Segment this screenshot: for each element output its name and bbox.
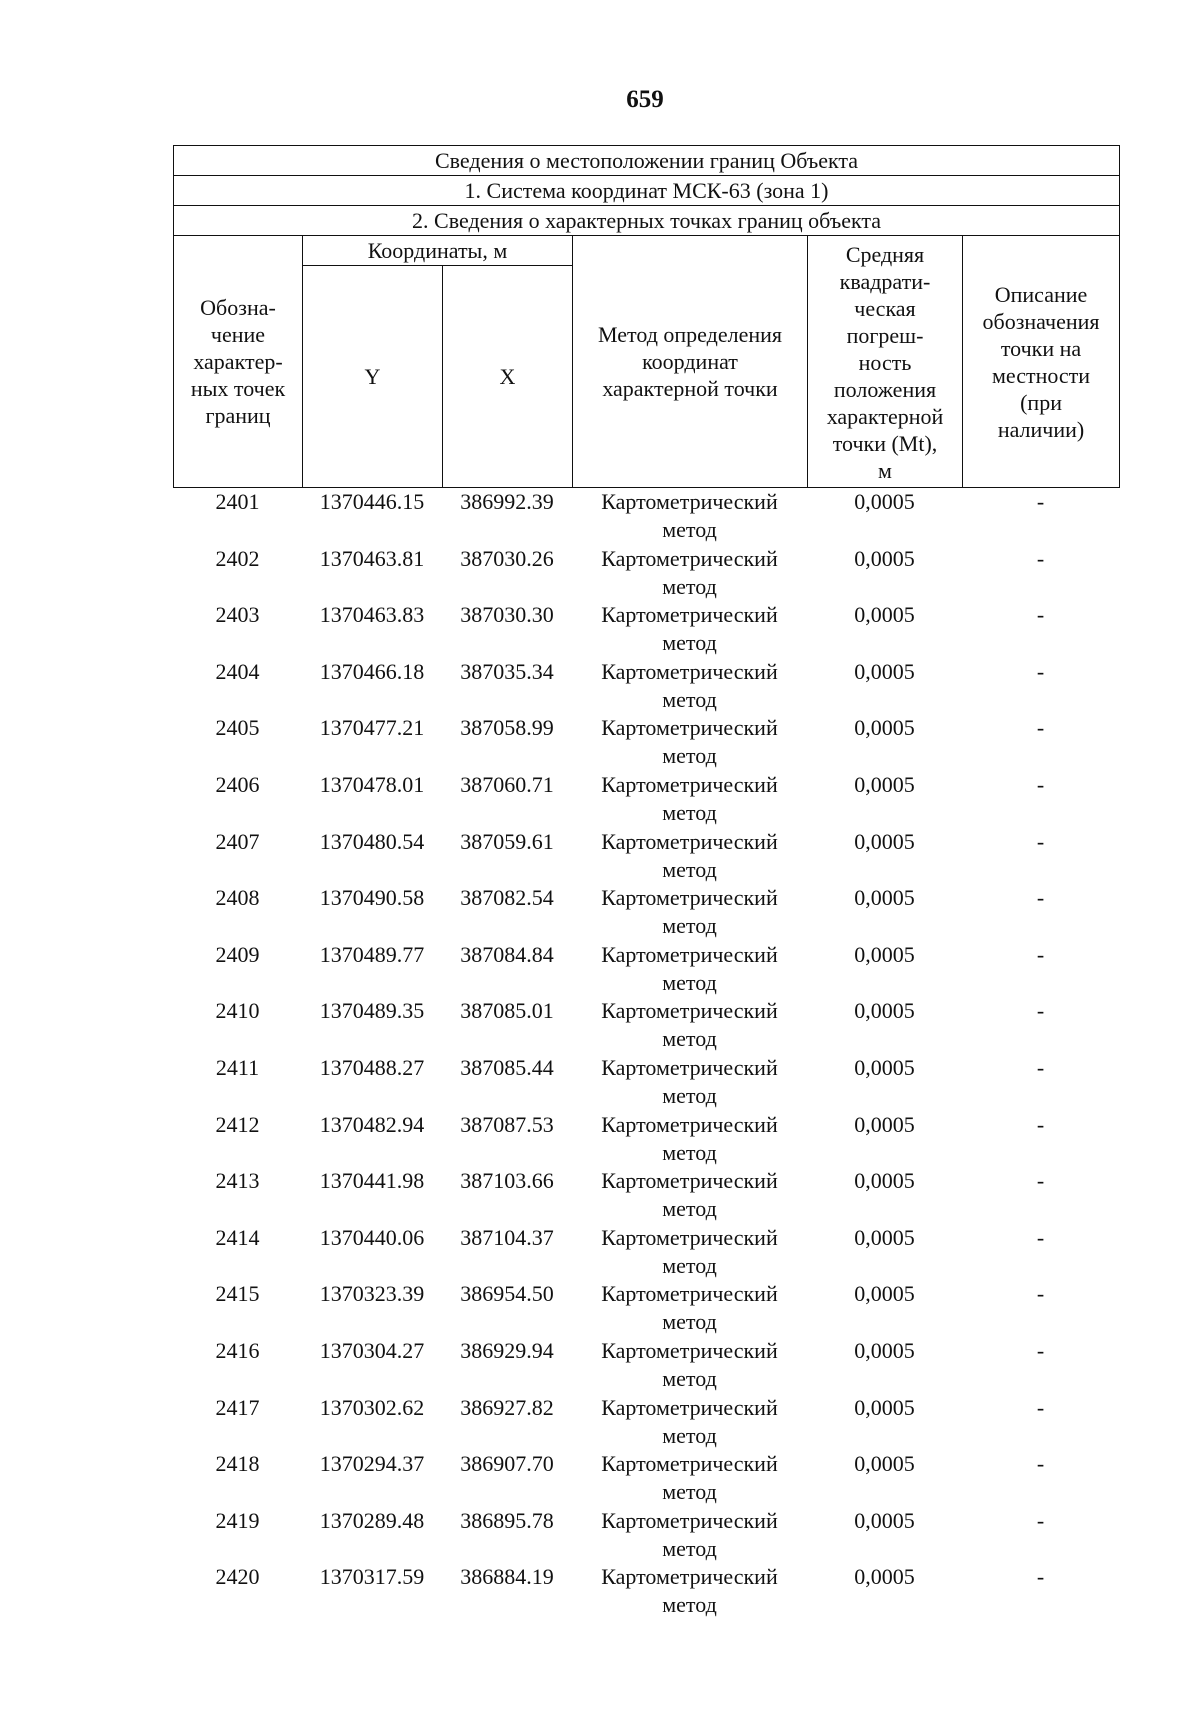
method-line: Картометрический [601, 489, 778, 514]
header-line: положения [833, 377, 937, 402]
mt-value: 0,0005 [854, 771, 915, 797]
point-id: 2401 [215, 489, 260, 514]
description: - [1036, 1281, 1045, 1307]
point-id: 2403 [215, 602, 260, 628]
mt-value: 0,0005 [854, 658, 915, 684]
header-line: точки на [1000, 335, 1082, 361]
method-line: метод [662, 743, 717, 769]
header-line: чение [210, 322, 266, 347]
method-cell [572, 1450, 807, 1507]
method-cell [572, 771, 807, 828]
header-line: обозначения [982, 308, 1100, 334]
coord-x: 387103.66 [460, 1168, 554, 1194]
method-line: Картометрический [601, 828, 778, 854]
description: - [1036, 771, 1045, 797]
method-cell [572, 884, 807, 941]
table-row [173, 1394, 1119, 1451]
method-cell [572, 1167, 807, 1224]
header-line: характер- [193, 349, 283, 374]
coord-x: 386954.50 [460, 1281, 554, 1307]
coord-x: 387087.53 [460, 1111, 554, 1137]
coord-y: 1370466.18 [319, 658, 425, 684]
point-id: 2404 [215, 658, 260, 684]
table-row [173, 1167, 1119, 1224]
coord-y: 1370302.62 [319, 1394, 425, 1420]
method-line: Картометрический [601, 545, 778, 571]
header-line: координат [642, 349, 738, 374]
mt-value: 0,0005 [854, 1054, 915, 1080]
description: - [1036, 828, 1045, 854]
header-line: характерной [826, 404, 944, 429]
header-line: ческая [854, 296, 916, 321]
coord-x: 387060.71 [460, 771, 554, 797]
description: - [1036, 489, 1045, 514]
point-id: 2416 [215, 1337, 260, 1363]
method-line: метод [662, 1422, 717, 1448]
point-id: 2407 [215, 828, 260, 854]
table-row [173, 1280, 1119, 1337]
mt-value: 0,0005 [854, 1111, 915, 1137]
description: - [1036, 602, 1045, 628]
method-line: метод [662, 1592, 717, 1618]
mt-value: 0,0005 [854, 1451, 915, 1477]
method-cell [572, 1111, 807, 1168]
method-line: Картометрический [601, 771, 778, 797]
table-row [173, 601, 1119, 658]
method-cell [572, 601, 807, 658]
mt-value: 0,0005 [854, 1507, 915, 1533]
method-cell [572, 658, 807, 715]
table-row [173, 714, 1119, 771]
mt-value: 0,0005 [854, 1281, 915, 1307]
header-line: погреш- [846, 323, 924, 348]
description: - [1036, 998, 1045, 1024]
method-line: метод [662, 856, 717, 882]
table-row [173, 1563, 1119, 1620]
point-id: 2406 [215, 771, 260, 797]
description: - [1036, 1168, 1045, 1194]
mt-value: 0,0005 [854, 998, 915, 1024]
method-line: метод [662, 1252, 717, 1278]
mt-value: 0,0005 [854, 885, 915, 911]
method-line: метод [662, 517, 717, 542]
coordinate-system-title: 1. Система координат МСК-63 (зона 1) [174, 176, 1120, 206]
header-line: ность [858, 350, 912, 375]
mt-value: 0,0005 [854, 1224, 915, 1250]
table-row [173, 1507, 1119, 1564]
coord-y: 1370317.59 [319, 1564, 425, 1590]
method-cell [572, 1507, 807, 1564]
description: - [1036, 1111, 1045, 1137]
method-cell [572, 941, 807, 998]
description: - [1036, 545, 1045, 571]
method-line: метод [662, 573, 717, 599]
col-header-x: X [443, 266, 573, 488]
method-line: метод [662, 1479, 717, 1505]
method-cell [572, 1054, 807, 1111]
coord-x: 386992.39 [460, 489, 554, 514]
coord-y: 1370463.83 [319, 602, 425, 628]
method-line: Картометрический [601, 941, 778, 967]
description: - [1036, 1337, 1045, 1363]
coord-y: 1370478.01 [319, 771, 425, 797]
method-line: метод [662, 799, 717, 825]
method-line: метод [662, 1082, 717, 1108]
point-id: 2418 [215, 1451, 260, 1477]
point-id: 2409 [215, 941, 260, 967]
method-line: Картометрический [601, 715, 778, 741]
coord-x: 387058.99 [460, 715, 554, 741]
header-line: Метод определения [597, 322, 783, 347]
coord-x: 387085.44 [460, 1054, 554, 1080]
point-id: 2419 [215, 1507, 260, 1533]
method-line: Картометрический [601, 1451, 778, 1477]
coord-x: 386927.82 [460, 1394, 554, 1420]
coord-y: 1370440.06 [319, 1224, 425, 1250]
coord-x: 387030.30 [460, 602, 554, 628]
header-line: характерной точки [602, 376, 778, 401]
mt-value: 0,0005 [854, 1168, 915, 1194]
point-id: 2408 [215, 885, 260, 911]
method-line: метод [662, 1196, 717, 1222]
method-line: метод [662, 969, 717, 995]
table-title: Сведения о местоположении границ Объекта [174, 146, 1120, 176]
table-body [173, 488, 1119, 1620]
coord-x: 386929.94 [460, 1337, 554, 1363]
method-cell [572, 828, 807, 885]
description: - [1036, 658, 1045, 684]
coord-x: 387035.34 [460, 658, 554, 684]
coord-y: 1370463.81 [319, 545, 425, 571]
table-row [173, 1054, 1119, 1111]
point-id: 2415 [215, 1281, 260, 1307]
method-line: Картометрический [601, 1394, 778, 1420]
method-cell [572, 1280, 807, 1337]
method-line: метод [662, 913, 717, 939]
table-row [173, 771, 1119, 828]
coord-x: 386884.19 [460, 1564, 554, 1590]
point-id: 2414 [215, 1224, 260, 1250]
header-line: местности [991, 362, 1091, 388]
table-row [173, 1224, 1119, 1281]
description: - [1036, 1224, 1045, 1250]
coord-y: 1370489.77 [319, 941, 425, 967]
table-row [173, 1111, 1119, 1168]
method-cell [572, 1337, 807, 1394]
mt-value: 0,0005 [854, 489, 915, 514]
header-line: наличии) [997, 416, 1085, 442]
coord-y: 1370490.58 [319, 885, 425, 911]
method-line: метод [662, 686, 717, 712]
method-line: Картометрический [601, 1224, 778, 1250]
point-id: 2413 [215, 1168, 260, 1194]
method-line: метод [662, 1535, 717, 1561]
mt-value: 0,0005 [854, 1337, 915, 1363]
point-id: 2411 [215, 1054, 260, 1080]
header-line: квадрати- [839, 269, 931, 294]
coord-y: 1370323.39 [319, 1281, 425, 1307]
description: - [1036, 885, 1045, 911]
header-line: Описание [994, 281, 1088, 307]
mt-value: 0,0005 [854, 1564, 915, 1590]
mt-value: 0,0005 [854, 545, 915, 571]
coord-y: 1370477.21 [319, 715, 425, 741]
method-line: Картометрический [601, 1507, 778, 1533]
table-row [173, 828, 1119, 885]
point-id: 2410 [215, 998, 260, 1024]
coord-y: 1370304.27 [319, 1337, 425, 1363]
table-row [173, 488, 1119, 545]
coord-x: 387059.61 [460, 828, 554, 854]
description: - [1036, 715, 1045, 741]
header-line: Средняя [845, 242, 925, 267]
header-line: точки (Mt), [832, 431, 938, 456]
mt-value: 0,0005 [854, 828, 915, 854]
description: - [1036, 941, 1045, 967]
col-header-point [174, 236, 303, 488]
method-cell [572, 545, 807, 602]
method-line: Картометрический [601, 602, 778, 628]
method-line: Картометрический [601, 1054, 778, 1080]
method-line: метод [662, 1365, 717, 1391]
col-header-y: Y [303, 266, 443, 488]
coord-x: 387104.37 [460, 1224, 554, 1250]
table-row [173, 884, 1119, 941]
mt-value: 0,0005 [854, 941, 915, 967]
coord-x: 387085.01 [460, 998, 554, 1024]
page-number: 659 [626, 86, 664, 113]
coord-y: 1370294.37 [319, 1451, 425, 1477]
col-header-coords: Координаты, м [303, 236, 573, 266]
method-line: Картометрический [601, 998, 778, 1024]
col-header-description [963, 236, 1120, 488]
header-line: (при [1020, 389, 1062, 415]
header-line: Обозна- [200, 295, 276, 320]
header-line: м [878, 458, 892, 483]
table-row [173, 997, 1119, 1054]
point-id: 2405 [215, 715, 260, 741]
point-id: 2402 [215, 545, 260, 571]
col-header-method [573, 236, 808, 488]
mt-value: 0,0005 [854, 602, 915, 628]
coord-y: 1370446.15 [319, 489, 425, 514]
point-id: 2412 [215, 1111, 260, 1137]
coord-y: 1370441.98 [319, 1168, 425, 1194]
method-cell [572, 1394, 807, 1451]
coord-x: 387082.54 [460, 885, 554, 911]
method-line: метод [662, 630, 717, 656]
method-line: Картометрический [601, 885, 778, 911]
method-line: Картометрический [601, 1564, 778, 1590]
point-id: 2417 [215, 1394, 260, 1420]
method-cell [572, 714, 807, 771]
method-cell [572, 1563, 807, 1620]
table-row [173, 545, 1119, 602]
boundary-points-table [173, 145, 1119, 1620]
coord-y: 1370488.27 [319, 1054, 425, 1080]
mt-value: 0,0005 [854, 1394, 915, 1420]
description: - [1036, 1394, 1045, 1420]
description: - [1036, 1054, 1045, 1080]
method-cell [572, 488, 807, 545]
method-line: Картометрический [601, 658, 778, 684]
method-cell [572, 997, 807, 1054]
coord-y: 1370289.48 [319, 1507, 425, 1533]
point-id: 2420 [215, 1564, 260, 1590]
table-header [173, 145, 1120, 488]
header-line: границ [205, 403, 271, 428]
coord-y: 1370482.94 [319, 1111, 425, 1137]
coord-x: 386907.70 [460, 1451, 554, 1477]
method-line: метод [662, 1309, 717, 1335]
table-row [173, 1337, 1119, 1394]
method-line: Картометрический [601, 1337, 778, 1363]
method-line: Картометрический [601, 1281, 778, 1307]
method-cell [572, 1224, 807, 1281]
coord-x: 387084.84 [460, 941, 554, 967]
coord-y: 1370489.35 [319, 998, 425, 1024]
col-header-error [808, 236, 963, 488]
table-row [173, 1450, 1119, 1507]
description: - [1036, 1564, 1045, 1590]
coord-x: 386895.78 [460, 1507, 554, 1533]
coord-y: 1370480.54 [319, 828, 425, 854]
mt-value: 0,0005 [854, 715, 915, 741]
description: - [1036, 1451, 1045, 1477]
table-row [173, 658, 1119, 715]
method-line: Картометрический [601, 1168, 778, 1194]
method-line: Картометрический [601, 1111, 778, 1137]
points-section-title: 2. Сведения о характерных точках границ объекта [174, 206, 1120, 236]
header-line: ных точек [190, 376, 286, 401]
description: - [1036, 1507, 1045, 1533]
method-line: метод [662, 1026, 717, 1052]
table-row [173, 941, 1119, 998]
method-line: метод [662, 1139, 717, 1165]
coord-x: 387030.26 [460, 545, 554, 571]
